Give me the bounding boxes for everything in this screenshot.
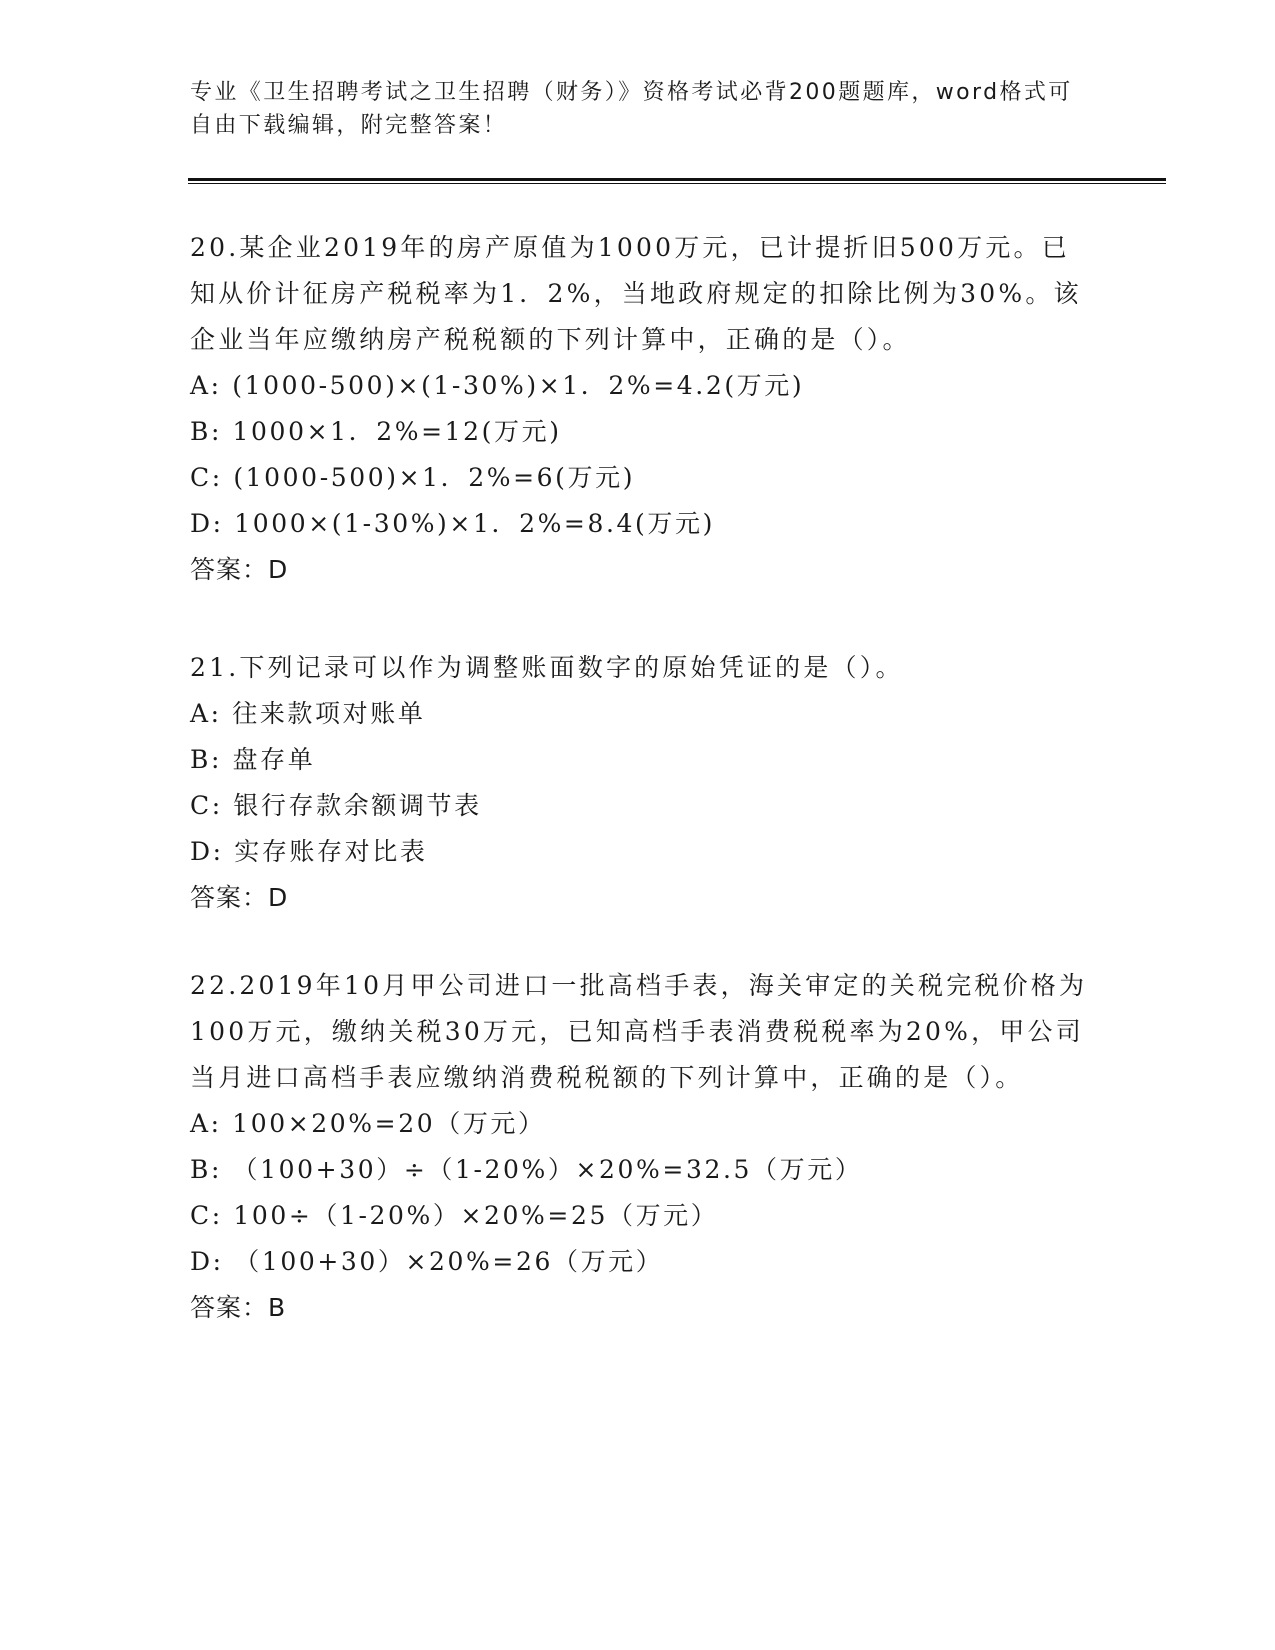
option-label: A:: [190, 371, 222, 400]
option-label: D:: [190, 1247, 224, 1276]
option-d: [190, 501, 1090, 547]
answer-line: 答案：D: [190, 555, 289, 584]
option-label: C:: [190, 463, 223, 492]
option-label: B:: [190, 1155, 222, 1184]
option-text: （100+30）÷（1-20%）×20%=32.5（万元）: [232, 1155, 863, 1184]
option-c: [190, 455, 1090, 501]
option-a: [190, 1101, 1090, 1147]
option-c: [190, 783, 1090, 829]
option-text: (1000-500)×(1-30%)×1．2%=4.2(万元): [232, 371, 805, 400]
option-label: C:: [190, 1201, 223, 1230]
option-b: [190, 409, 1090, 455]
header-divider-thick: [188, 178, 1166, 181]
option-d: [190, 829, 1090, 875]
answer-line: 答案：D: [190, 883, 289, 912]
option-label: B:: [190, 745, 222, 774]
option-label: D:: [190, 837, 224, 866]
option-text: 1000×1．2%=12(万元): [232, 417, 562, 446]
option-label: A:: [190, 699, 222, 728]
option-d: [190, 1239, 1090, 1285]
question-stem: 20.某企业2019年的房产原值为1000万元，已计提折旧500万元。已知从价计征房产税税率为1．2%，当地政府规定的扣除比例为30%。该企业当年应缴纳房产税税额的下列计算中，正确的是（）。: [190, 233, 1082, 354]
option-text: 100÷（1-20%）×20%=25（万元）: [233, 1201, 719, 1230]
header-divider-thin: [188, 183, 1166, 184]
question-stem: 21.下列记录可以作为调整账面数字的原始凭证的是（）。: [190, 653, 904, 682]
answer-line: 答案：B: [190, 1293, 287, 1322]
option-a: [190, 363, 1090, 409]
option-text: 100×20%=20（万元）: [232, 1109, 546, 1138]
document-header: 专业《卫生招聘考试之卫生招聘（财务）》资格考试必背200题题库，word格式可自由下载编辑，附完整答案！: [190, 80, 1073, 138]
option-a: [190, 691, 1090, 737]
option-label: C:: [190, 791, 223, 820]
option-text: 实存账存对比表: [234, 837, 428, 866]
option-b: [190, 737, 1090, 783]
question-stem: 22.2019年10月甲公司进口一批高档手表，海关审定的关税完税价格为100万元，缴纳关税30万元，已知高档手表消费税税率为20%，甲公司当月进口高档手表应缴纳消费税税额的下列计算中，正确的是（）。: [190, 971, 1088, 1092]
option-text: 往来款项对账单: [232, 699, 426, 728]
option-text: 盘存单: [232, 745, 316, 774]
question-22: [190, 963, 1090, 1331]
option-label: A:: [190, 1109, 222, 1138]
option-c: [190, 1193, 1090, 1239]
option-label: B:: [190, 417, 222, 446]
option-text: (1000-500)×1．2%=6(万元): [233, 463, 636, 492]
option-text: （100+30）×20%=26（万元）: [234, 1247, 664, 1276]
option-text: 1000×(1-30%)×1．2%=8.4(万元): [234, 509, 715, 538]
option-label: D:: [190, 509, 224, 538]
question-21: [190, 645, 1090, 921]
option-b: [190, 1147, 1090, 1193]
question-20: [190, 225, 1090, 593]
option-text: 银行存款余额调节表: [233, 791, 482, 820]
